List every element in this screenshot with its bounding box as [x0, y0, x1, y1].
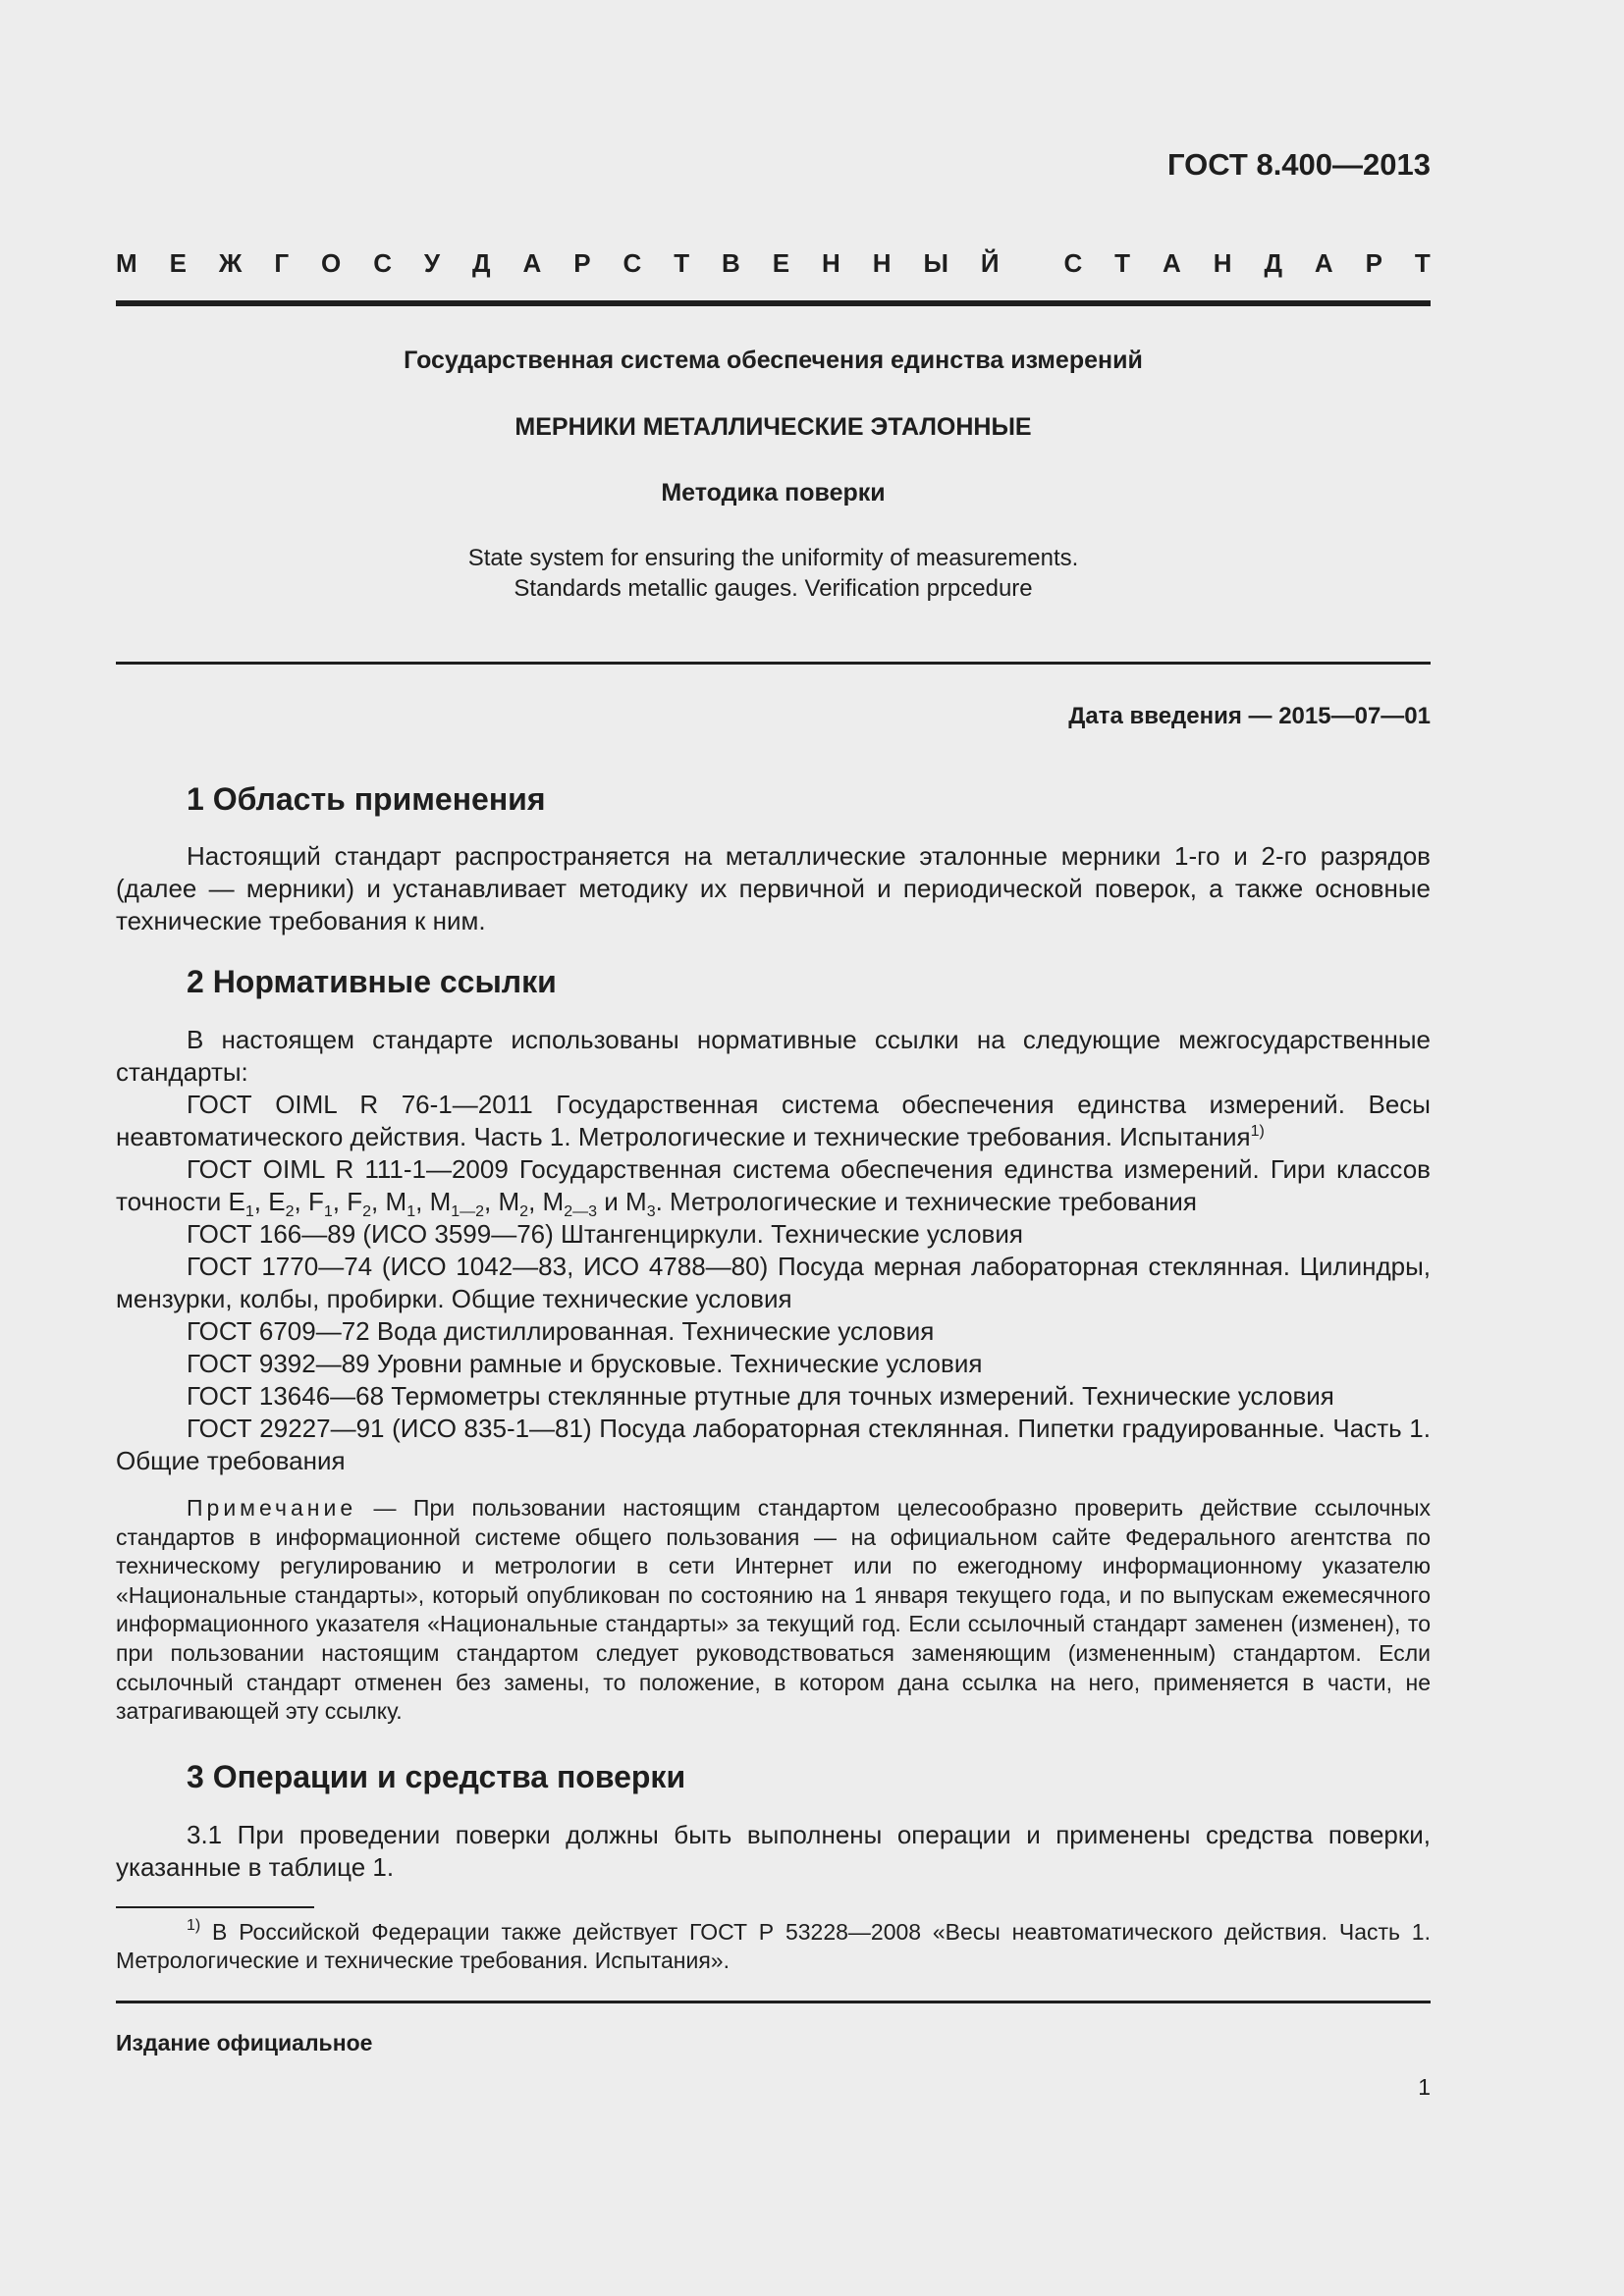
banner-letter: Е	[772, 248, 790, 278]
footnote	[116, 1918, 1431, 1975]
title-divider	[116, 662, 1431, 665]
reference-item: ГОСТ 9392—89 Уровни рамные и брусковые. Технические условия	[187, 1349, 983, 1378]
banner-letter: Д	[1264, 248, 1282, 278]
page-number: 1	[1418, 2074, 1431, 2100]
banner-letter: Ж	[218, 248, 243, 278]
banner-letter: А	[522, 248, 542, 278]
english-title-line: State system for ensuring the uniformity of measurements.	[467, 545, 1079, 571]
footer-divider	[116, 2001, 1431, 2003]
footnote-ref: 1)	[1250, 1123, 1265, 1140]
section-2-references	[116, 1024, 1431, 1477]
footnote-text: В Российской Федерации также действует ГОСТ Р 53228—2008 «Весы неавтоматического действия. Часть 1. Метрологические и технические требования. Испытания».	[116, 1919, 1431, 1973]
banner-letter: Ы	[923, 248, 948, 278]
banner-letter: В	[722, 248, 740, 278]
banner-letter: Н	[1213, 248, 1232, 278]
paragraph: Настоящий стандарт распространяется на металлические эталонные мерники 1-го и 2-го разрядов (далее — мерники) и устанавливает методику их первичной и периодической поверок, а также основные технические требования к ним.	[116, 841, 1431, 935]
banner-letter: Й	[980, 248, 1000, 278]
banner-letter: О	[321, 248, 342, 278]
english-title-line: Standards metallic gauges. Verification prpcedure	[514, 575, 1033, 602]
banner-letter: Т	[1414, 248, 1431, 278]
reference-item: ГОСТ OIML R 111-1—2009 Государственная система обеспечения единства измерений. Гири классов точности $E_1$, $E_2$, $F_1$, $F_2$, $M_1$, $M_{1—2}$, $M_2$, $M_{2—3}$ и $M_3$. Метрологические и технические требования	[116, 1154, 1431, 1220]
paragraph: В настоящем стандарте использованы нормативные ссылки на следующие межгосударственные стандарты:	[116, 1025, 1431, 1087]
footnote-marker: 1)	[187, 1917, 201, 1934]
section-3-text	[116, 1819, 1431, 1884]
reference-item: ГОСТ 6709—72 Вода дистиллированная. Технические условия	[187, 1316, 935, 1346]
standard-category-banner	[116, 248, 1431, 279]
official-edition-label: Издание официальное	[116, 2030, 373, 2056]
note-label: Примечание	[187, 1495, 357, 1521]
banner-letter: Н	[822, 248, 840, 278]
reference-item: ГОСТ 13646—68 Термометры стеклянные ртутные для точных измерений. Технические условия	[187, 1381, 1334, 1411]
banner-letter: Т	[674, 248, 690, 278]
banner-letter: Д	[472, 248, 491, 278]
banner-letter: А	[1314, 248, 1333, 278]
banner-letter: С	[623, 248, 642, 278]
subtitle: Методика поверки	[661, 479, 886, 507]
banner-letter: Р	[573, 248, 591, 278]
reference-item: ГОСТ 1770—74 (ИСО 1042—83, ИСО 4788—80) Посуда мерная лабораторная стеклянная. Цилиндры, мензурки, колбы, пробирки. Общие технические условия	[116, 1252, 1431, 1313]
reference-item	[116, 1089, 1431, 1153]
note-block	[116, 1494, 1431, 1727]
footnote-divider	[116, 1906, 314, 1908]
series-title: Государственная система обеспечения единства измерений	[404, 347, 1143, 374]
banner-letter: С	[1063, 248, 1083, 278]
banner-letter: Т	[1114, 248, 1131, 278]
banner-letter: Н	[872, 248, 892, 278]
reference-item: ГОСТ 29227—91 (ИСО 835-1—81) Посуда лабораторная стеклянная. Пипетки градуированные. Часть 1. Общие требования	[116, 1414, 1431, 1475]
banner-letter: С	[373, 248, 392, 278]
note-paragraph	[116, 1494, 1431, 1727]
english-title	[116, 543, 1431, 604]
section-1-heading: 1 Область применения	[187, 781, 546, 817]
main-title: МЕРНИКИ МЕТАЛЛИЧЕСКИЕ ЭТАЛОННЫЕ	[514, 413, 1032, 441]
banner-letter: Е	[169, 248, 187, 278]
reference-item: ГОСТ 166—89 (ИСО 3599—76) Штангенциркули. Технические условия	[187, 1219, 1023, 1249]
banner-letter: М	[116, 248, 137, 278]
introduction-date: Дата введения — 2015—07—01	[1068, 703, 1431, 729]
banner-letter: Г	[274, 248, 290, 278]
section-2-heading: 2 Нормативные ссылки	[187, 964, 557, 999]
reference-text: ГОСТ OIML R 76-1—2011 Государственная система обеспечения единства измерений. Весы неавтоматического действия. Часть 1. Метрологические и технические требования. Испытания	[116, 1090, 1431, 1151]
paragraph: 3.1 При проведении поверки должны быть выполнены операции и применены средства поверки, указанные в таблице 1.	[116, 1820, 1431, 1882]
section-1-text	[116, 840, 1431, 937]
header-divider	[116, 300, 1431, 306]
banner-letter: А	[1163, 248, 1181, 278]
document-number: ГОСТ 8.400—2013	[1167, 147, 1431, 182]
banner-letter: У	[423, 248, 441, 278]
document-page	[116, 0, 1431, 2296]
banner-letter: Р	[1365, 248, 1382, 278]
section-3-heading: 3 Операции и средства поверки	[187, 1759, 686, 1794]
note-text: — При пользовании настоящим стандартом целесообразно проверить действие ссылочных стандартов в информационной системе общего пользования — на официальном сайте Федерального агентства по техническому регулированию и метрологии в сети Интернет или по ежегодному информационному указателю «Национальные стандарты», который опубликован по состоянию на 1 января текущего года, и по выпускам ежемесячного информационного указателя «Национальные стандарты» за текущий год. Если ссылочный стандарт заменен (изменен), то при пользовании настоящим стандартом следует руководствоваться заменяющим (измененным) стандартом. Если ссылочный стандарт отменен без замены, то положение, в котором дана ссылка на него, применяется в части, не затрагивающей эту ссылку.	[116, 1495, 1431, 1725]
footnote-paragraph	[116, 1918, 1431, 1975]
